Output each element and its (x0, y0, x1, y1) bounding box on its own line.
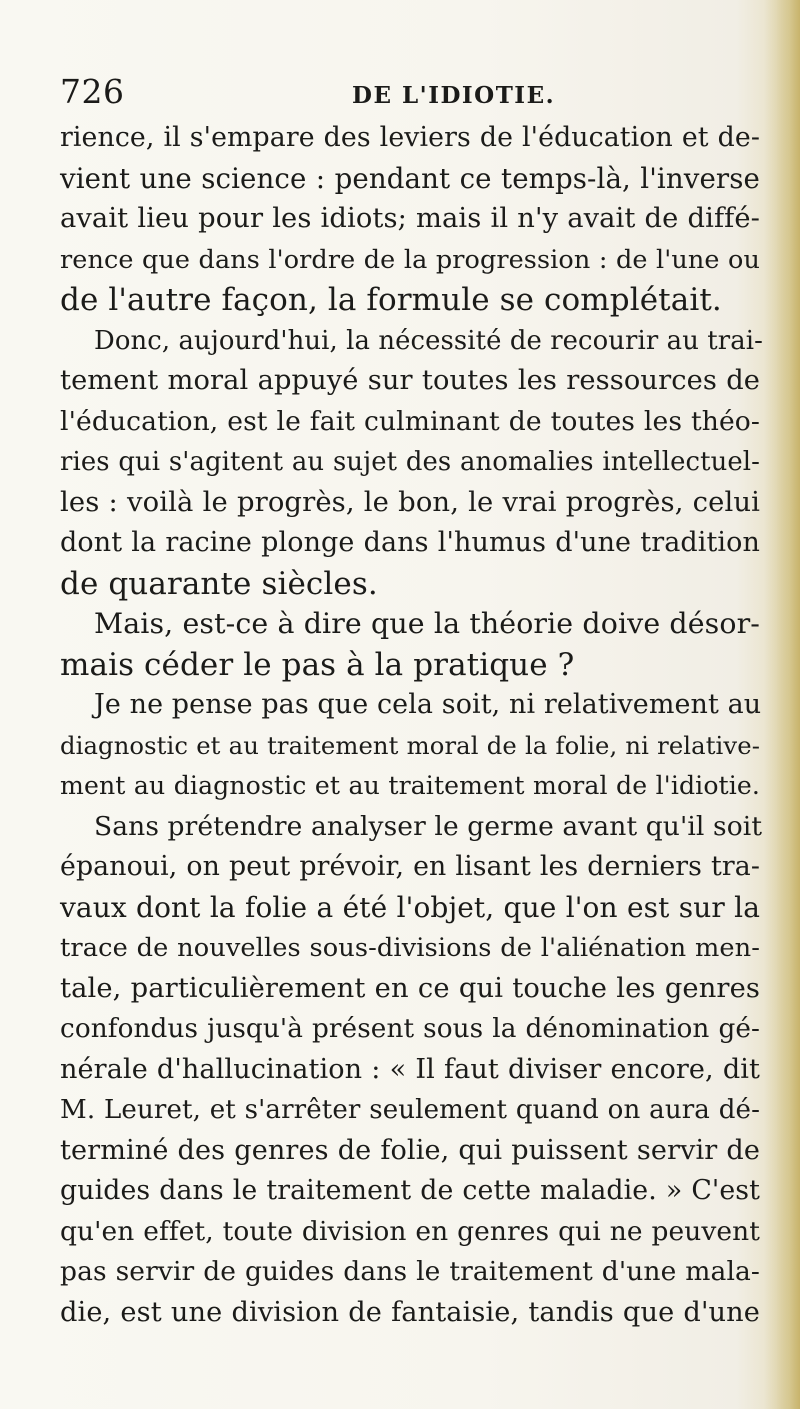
text-line: ment au diagnostic et au traitement moral de l'idiotie. (60, 771, 760, 800)
text-line: Sans prétendre analyser le germe avant qu'il soit (94, 810, 763, 842)
text-line: trace de nouvelles sous-divisions de l'aliénation men- (60, 933, 760, 963)
text-line: terminé des genres de folie, qui puissent servir de (60, 1134, 760, 1166)
text-line: nérale d'hallucination : « Il faut diviser encore, dit (60, 1053, 760, 1085)
text-line: M. Leuret, et s'arrêter seulement quand on aura dé- (60, 1095, 760, 1125)
text-line: de l'autre façon, la formule se complétait. (60, 282, 722, 318)
body-text (60, 118, 763, 1333)
text-line: ries qui s'agitent au sujet des anomalies intellectuel- (60, 447, 760, 477)
text-line: dont la racine plonge dans l'humus d'une tradition (60, 527, 760, 558)
page-edge-shadow (764, 0, 800, 1409)
text-line: rence que dans l'ordre de la progression : de l'une ou (60, 244, 760, 275)
text-line: vaux dont la folie a été l'objet, que l'on est sur la (60, 890, 760, 924)
page-header (60, 72, 760, 116)
text-line: guides dans le traitement de cette maladie. » C'est (60, 1175, 760, 1206)
text-line: tement moral appuyé sur toutes les ressources de (60, 365, 760, 396)
text-line: rience, il s'empare des leviers de l'éducation et de- (60, 122, 760, 153)
text-line: Mais, est-ce à dire que la théorie doive désor- (94, 607, 760, 640)
text-line: avait lieu pour les idiots; mais il n'y avait de diffé- (60, 203, 760, 234)
text-line: mais céder le pas à la pratique ? (60, 646, 575, 683)
text-line: Donc, aujourd'hui, la nécessité de recourir au trai- (94, 325, 763, 356)
running-title: DE L'IDIOTIE. (352, 82, 556, 109)
text-line: Je ne pense pas que cela soit, ni relativement au (94, 689, 762, 720)
text-line: vient une science : pendant ce temps-là, l'inverse (60, 161, 760, 195)
text-line: tale, particulièrement en ce qui touche les genres (60, 972, 760, 1004)
text-line: pas servir de guides dans le traitement d'une mala- (60, 1256, 760, 1287)
text-line: qu'en effet, toute division en genres qui ne peuvent (60, 1215, 760, 1247)
text-line: confondus jusqu'à présent sous la dénomination gé- (60, 1014, 760, 1044)
text-line: diagnostic et au traitement moral de la folie, ni relative- (60, 730, 760, 760)
text-line: épanoui, on peut prévoir, en lisant les derniers tra- (60, 851, 760, 882)
text-line: de quarante siècles. (60, 565, 378, 602)
text-line: les : voilà le progrès, le bon, le vrai progrès, celui (60, 486, 760, 518)
page-number: 726 (60, 72, 125, 111)
text-line: die, est une division de fantaisie, tandis que d'une (60, 1296, 760, 1328)
text-line: l'éducation, est le fait culminant de toutes les théo- (60, 405, 760, 437)
